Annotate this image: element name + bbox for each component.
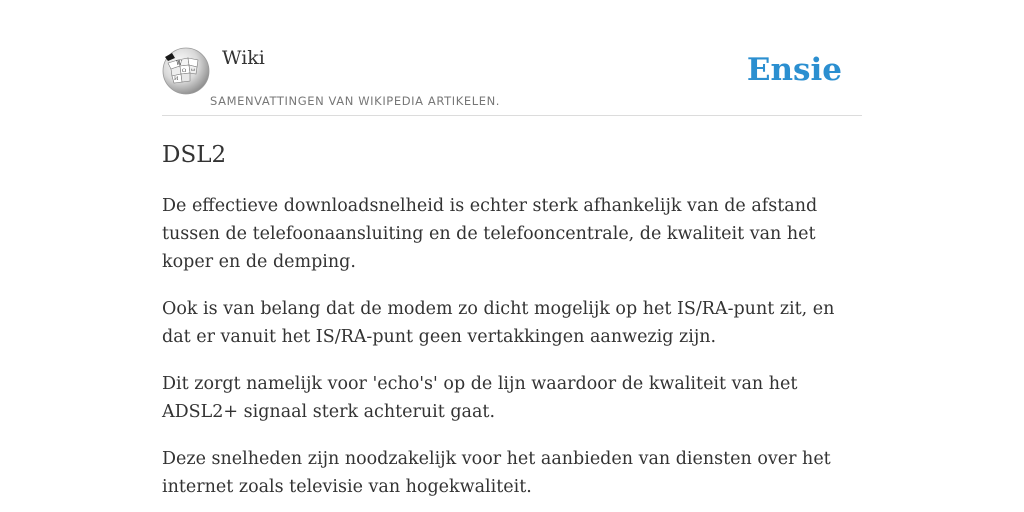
page-title: DSL2 (162, 142, 227, 168)
content-column (162, 0, 862, 497)
svg-text:ω: ω (191, 67, 196, 73)
wikipedia-globe-icon[interactable] (162, 47, 210, 95)
brand-logo-link[interactable]: Ensie (746, 52, 842, 88)
svg-text:W: W (176, 60, 183, 67)
site-tagline: SAMENVATTINGEN VAN WIKIPEDIA ARTIKELEN. (210, 94, 501, 108)
svg-text:Ω: Ω (182, 68, 187, 74)
site-header (162, 0, 862, 116)
article-paragraph: De effectieve downloadsnelheid is echter sterk afhankelijk van de afstand tussen de telefoonaansluiting en de telefooncentrale, de kwaliteit van het koper en de demping. (162, 196, 818, 272)
article-paragraph: Ook is van belang dat de modem zo dicht mogelijk op het IS/RA-punt zit, en dat er vanuit het IS/RA-punt geen vertakkingen aanwezig zijn. (162, 299, 835, 347)
article-paragraph: Dit zorgt namelijk voor 'echo's' op de lijn waardoor de kwaliteit van het ADSL2+ signaal sterk achteruit gaat. (162, 374, 798, 422)
svg-text:И: И (174, 76, 179, 82)
article-body (162, 192, 862, 512)
site-name[interactable]: Wiki (222, 47, 265, 69)
article-paragraph: Deze snelheden zijn noodzakelijk voor het aanbieden van diensten over het internet zoals televisie van hogekwaliteit. (162, 449, 831, 497)
